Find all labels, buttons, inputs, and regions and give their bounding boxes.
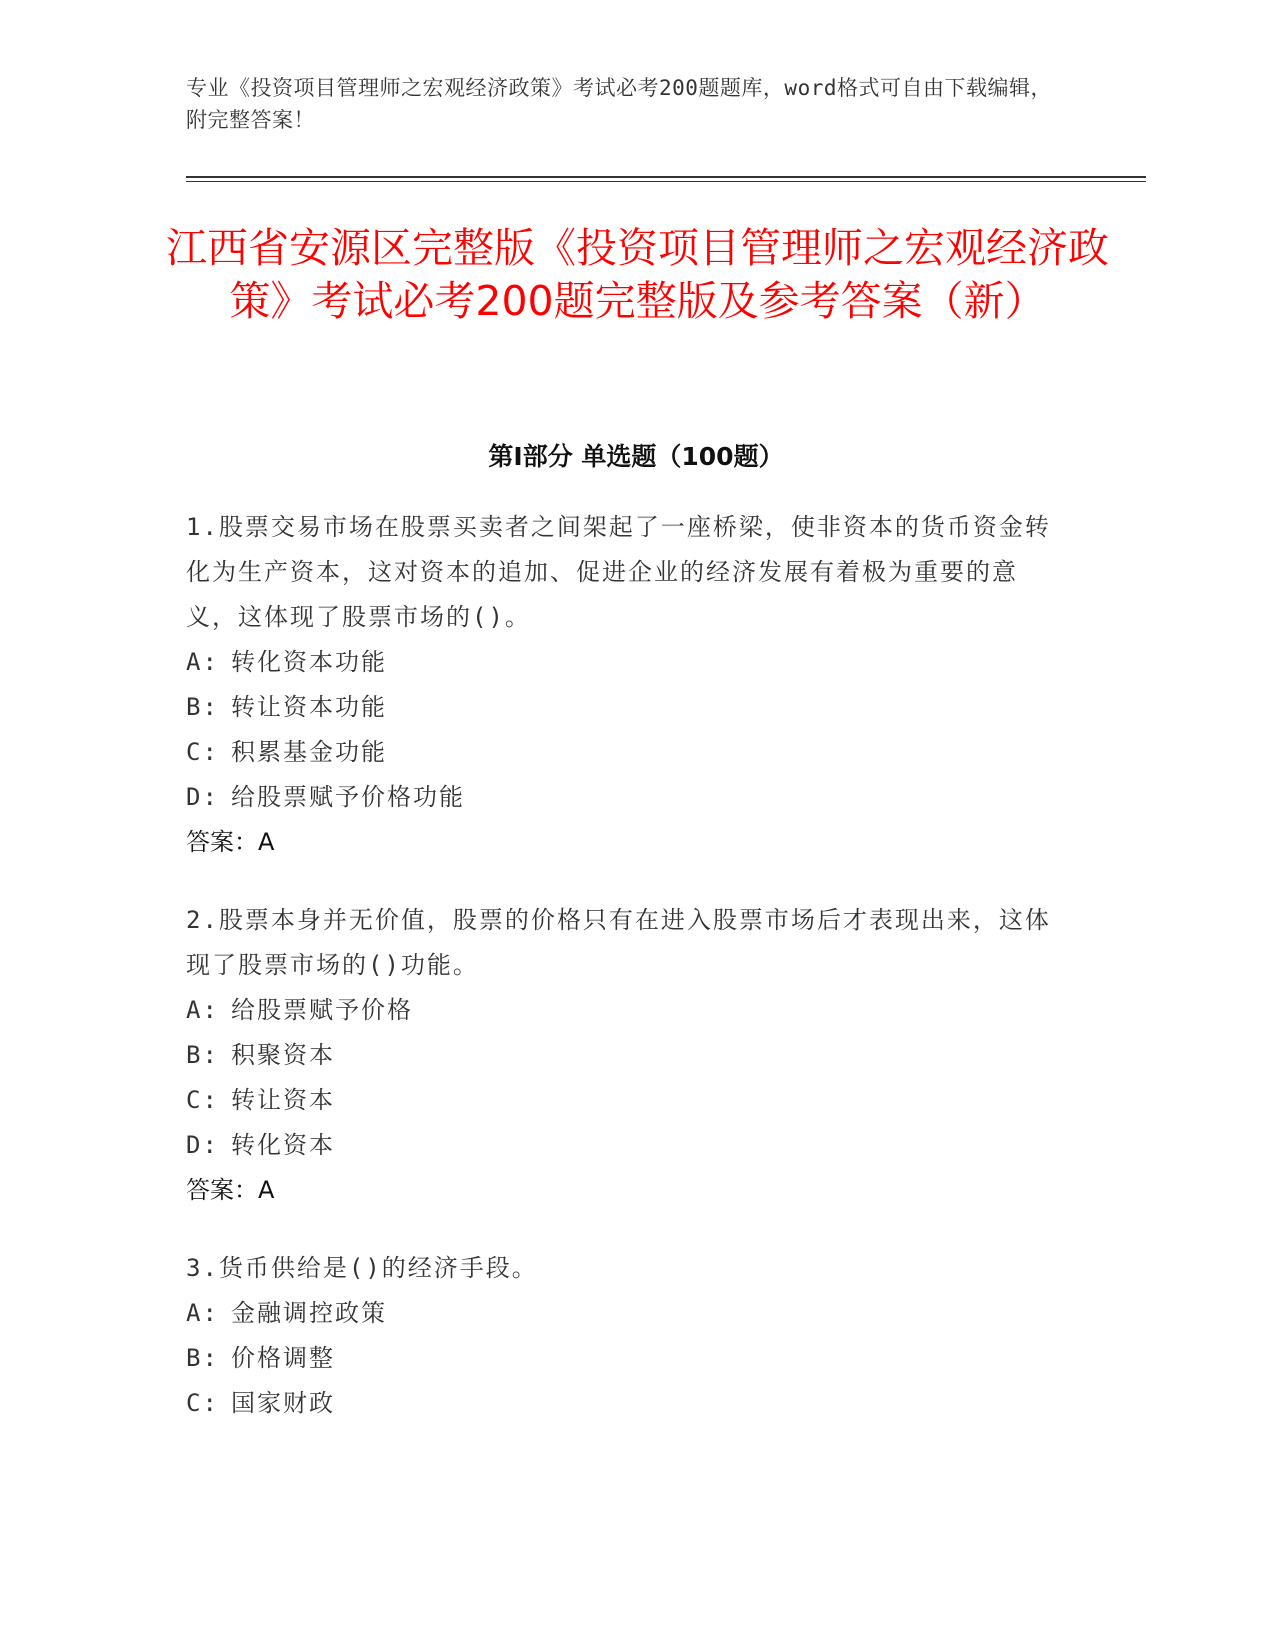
question-1 — [186, 505, 1066, 865]
option-text: 积聚资本 — [231, 1041, 335, 1069]
question-3 — [186, 1246, 1066, 1426]
option-key: C: — [186, 738, 219, 766]
option-text: 给股票赋予价格 — [231, 996, 413, 1024]
option-a — [186, 1291, 1066, 1336]
option-text: 转化资本 — [231, 1131, 335, 1159]
option-text: 金融调控政策 — [231, 1299, 387, 1327]
header-divider-thin — [186, 181, 1146, 182]
option-b — [186, 1336, 1066, 1381]
question-text: 3.货币供给是()的经济手段。 — [186, 1254, 538, 1282]
option-key: D: — [186, 783, 219, 811]
option-key: A: — [186, 648, 219, 676]
option-d — [186, 1123, 1066, 1168]
option-d — [186, 775, 1066, 820]
option-text: 转让资本功能 — [231, 693, 387, 721]
option-c — [186, 1381, 1066, 1426]
option-key: B: — [186, 693, 219, 721]
header-note: 专业《投资项目管理师之宏观经济政策》考试必考200题题库，word格式可自由下载编辑，附完整答案！ — [186, 76, 1052, 132]
option-key: A: — [186, 996, 219, 1024]
option-text: 给股票赋予价格功能 — [231, 783, 465, 811]
option-key: A: — [186, 1299, 219, 1327]
option-text: 转化资本功能 — [231, 648, 387, 676]
option-a — [186, 640, 1066, 685]
question-text: 2.股票本身并无价值，股票的价格只有在进入股票市场后才表现出来，这体现了股票市场的()功能。 — [186, 906, 1051, 979]
option-c — [186, 730, 1066, 775]
option-key: B: — [186, 1041, 219, 1069]
option-key: D: — [186, 1131, 219, 1159]
option-text: 价格调整 — [231, 1344, 335, 1372]
option-text: 积累基金功能 — [231, 738, 387, 766]
document-title: 江西省安源区完整版《投资项目管理师之宏观经济政策》考试必考200题完整版及参考答案（新） — [166, 224, 1109, 325]
option-text: 转让资本 — [231, 1086, 335, 1114]
option-c — [186, 1078, 1066, 1123]
answer: 答案：A — [186, 1176, 275, 1204]
question-text: 1.股票交易市场在股票买卖者之间架起了一座桥梁，使非资本的货币资金转化为生产资本，这对资本的追加、促进企业的经济发展有着极为重要的意义，这体现了股票市场的()。 — [186, 513, 1051, 631]
option-b — [186, 1033, 1066, 1078]
option-b — [186, 685, 1066, 730]
question-2 — [186, 898, 1066, 1213]
option-key: B: — [186, 1344, 219, 1372]
option-key: C: — [186, 1086, 219, 1114]
option-a — [186, 988, 1066, 1033]
answer: 答案：A — [186, 828, 275, 856]
section-heading: 第Ⅰ部分 单选题（100题） — [488, 442, 784, 471]
option-text: 国家财政 — [231, 1389, 335, 1417]
header-divider-thick — [186, 176, 1146, 178]
option-key: C: — [186, 1389, 219, 1417]
